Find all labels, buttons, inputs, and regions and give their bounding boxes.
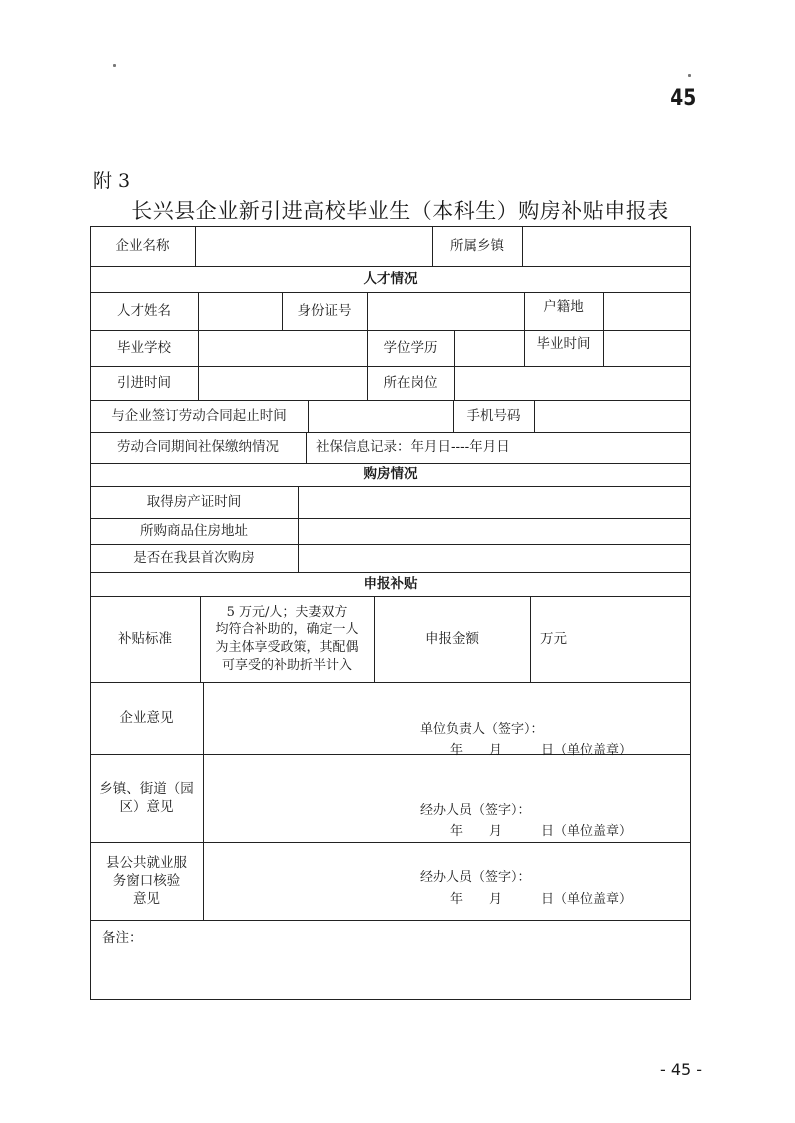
cert-time-field[interactable] <box>299 487 689 517</box>
talent-name-field[interactable] <box>199 293 281 329</box>
first-house-field[interactable] <box>299 545 689 571</box>
township-label: 所属乡镇 <box>450 237 504 254</box>
township-opinion-label: 乡镇、街道（园 区）意见 <box>99 780 194 815</box>
attachment-label: 附 3 <box>93 170 131 192</box>
company-name-field[interactable] <box>196 227 431 265</box>
talent-name-label: 人才姓名 <box>117 302 171 319</box>
township-field[interactable] <box>523 227 689 265</box>
intro-time-field[interactable] <box>199 367 366 399</box>
contract-label: 与企业签订劳动合同起止时间 <box>111 407 287 424</box>
scan-speck <box>113 64 116 67</box>
service-date-label: 年 月 日（单位盖章） <box>450 892 633 907</box>
grad-time-field[interactable] <box>604 331 689 365</box>
degree-field[interactable] <box>455 331 523 365</box>
address-field[interactable] <box>299 519 689 543</box>
company-name-label: 企业名称 <box>115 237 170 254</box>
amount-label: 申报金额 <box>425 630 479 647</box>
section-talent: 人才情况 <box>363 270 418 287</box>
page-title: 长兴县企业新引进高校毕业生（本科生）购房补贴申报表 <box>131 199 669 223</box>
company-opinion-label: 企业意见 <box>119 709 174 726</box>
company-date-label: 年 月 日（单位盖章） <box>450 743 633 758</box>
social-insurance-record[interactable]: 社保信息记录：年月日----年月日 <box>316 439 510 456</box>
page-number: - 45 - <box>660 1060 703 1079</box>
school-label: 毕业学校 <box>117 339 171 356</box>
grad-time-label: 毕业时间 <box>536 335 591 352</box>
amount-field[interactable]: 万元 <box>540 630 567 647</box>
first-house-label: 是否在我县首次购房 <box>133 549 255 566</box>
section-house: 购房情况 <box>363 466 418 483</box>
household-field[interactable] <box>604 293 689 329</box>
company-sign-label: 单位负责人（签字）： <box>420 722 544 737</box>
standard-text: 5 万元/人；夫妻双方 均符合补助的，确定一人 为主体享受政策，其配偶 可享受的补助折半计入 <box>215 604 359 673</box>
remarks-field[interactable] <box>92 946 689 998</box>
position-label: 所在岗位 <box>383 374 438 391</box>
contract-field[interactable] <box>309 401 452 431</box>
intro-time-label: 引进时间 <box>117 374 171 391</box>
school-field[interactable] <box>199 331 366 365</box>
phone-field[interactable] <box>535 401 689 431</box>
application-form-table <box>90 226 691 1000</box>
id-number-label: 身份证号 <box>297 302 352 319</box>
cert-time-label: 取得房产证时间 <box>146 493 242 510</box>
standard-label: 补贴标准 <box>118 630 172 647</box>
scan-speck <box>688 74 691 77</box>
remarks-label: 备注： <box>102 930 143 946</box>
handwritten-page-mark: 45 <box>670 86 697 111</box>
service-sign-label: 经办人员（签字）： <box>420 870 531 885</box>
household-label: 户籍地 <box>543 298 584 315</box>
position-field[interactable] <box>455 367 689 399</box>
service-window-label: 县公共就业服 务窗口核验 意见 <box>106 854 187 908</box>
phone-label: 手机号码 <box>466 407 521 424</box>
township-date-label: 年 月 日（单位盖章） <box>450 824 633 839</box>
address-label: 所购商品住房地址 <box>140 522 248 539</box>
section-subsidy: 申报补贴 <box>363 575 418 592</box>
id-number-field[interactable] <box>368 293 523 329</box>
township-sign-label: 经办人员（签字）： <box>420 803 531 818</box>
social-insurance-label: 劳动合同期间社保缴纳情况 <box>117 439 279 456</box>
degree-label: 学位学历 <box>383 339 438 356</box>
